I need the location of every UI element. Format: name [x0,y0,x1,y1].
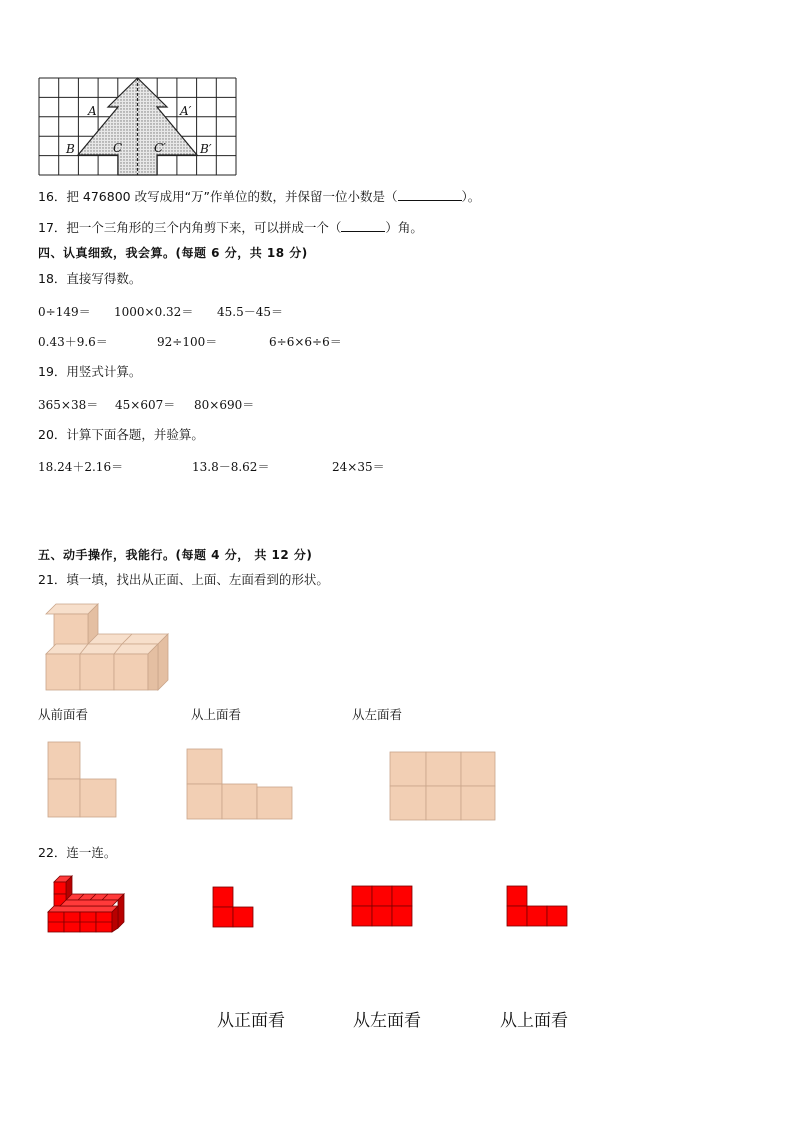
section-4-title: 四、认真细致，我会算。(每题 6 分，共 18 分) [38,246,308,260]
q19-item: 80×690＝ [194,398,255,412]
connect-label-front[interactable]: 从正面看 [217,1011,285,1031]
q19-item: 45×607＝ [115,398,176,412]
q18-item: 0÷149＝ [38,305,91,319]
label-C-prime: C′ [154,141,166,155]
q17-end: ）角。 [385,220,423,235]
label-A: A [88,104,97,118]
q16-end: ）。 [461,189,481,204]
q22-title: 22．连一连。 [38,845,117,860]
q21-title: 21．填一填，找出从正面、上面、左面看到的形状。 [38,572,329,587]
view-shape-3 [390,752,498,822]
q17-text: 17．把一个三角形的三个内角剪下来，可以拼成一个（ [38,220,342,235]
label-C: C [113,141,123,155]
label-B: B [66,142,75,156]
q20-title: 20．计算下面各题，并验算。 [38,427,204,442]
q19-item: 365×38＝ [38,398,99,412]
red-cube-structure [46,876,126,936]
q20-item: 24×35＝ [332,460,385,474]
view-shape-2 [187,749,295,821]
q18-item: 92÷100＝ [157,335,218,349]
view-shape-1 [48,742,118,820]
red-view-1 [213,887,255,929]
q17-answer-blank[interactable] [341,219,385,232]
label-B-prime: B′ [200,142,212,156]
q18-item: 1000×0.32＝ [114,305,194,319]
red-view-2 [352,886,414,928]
q16-answer-blank[interactable] [398,188,462,201]
red-view-3 [507,886,569,928]
q18-item: 6÷6×6÷6＝ [269,335,342,349]
label-A-prime: A′ [180,104,192,118]
view-label-front: 从前面看 [38,707,89,722]
q18-title: 18．直接写得数。 [38,271,142,286]
question-16 [38,188,480,205]
q20-item: 13.8－8.62＝ [192,460,270,474]
section-5-title: 五、动手操作，我能行。(每题 4 分， 共 12 分) [38,548,313,562]
q18-item: 0.43＋9.6＝ [38,335,108,349]
q19-title: 19．用竖式计算。 [38,364,142,379]
beige-cube-structure [44,604,170,692]
tree-grid-figure [39,78,239,178]
q16-text: 16．把 476800 改写成用“万”作单位的数，并保留一位小数是（ [38,189,398,204]
question-17 [38,219,423,236]
connect-label-top[interactable]: 从上面看 [500,1011,568,1031]
view-label-left: 从左面看 [352,707,403,722]
q18-item: 45.5－45＝ [217,305,283,319]
q20-item: 18.24＋2.16＝ [38,460,124,474]
view-label-top: 从上面看 [191,707,242,722]
connect-label-left[interactable]: 从左面看 [353,1011,421,1031]
